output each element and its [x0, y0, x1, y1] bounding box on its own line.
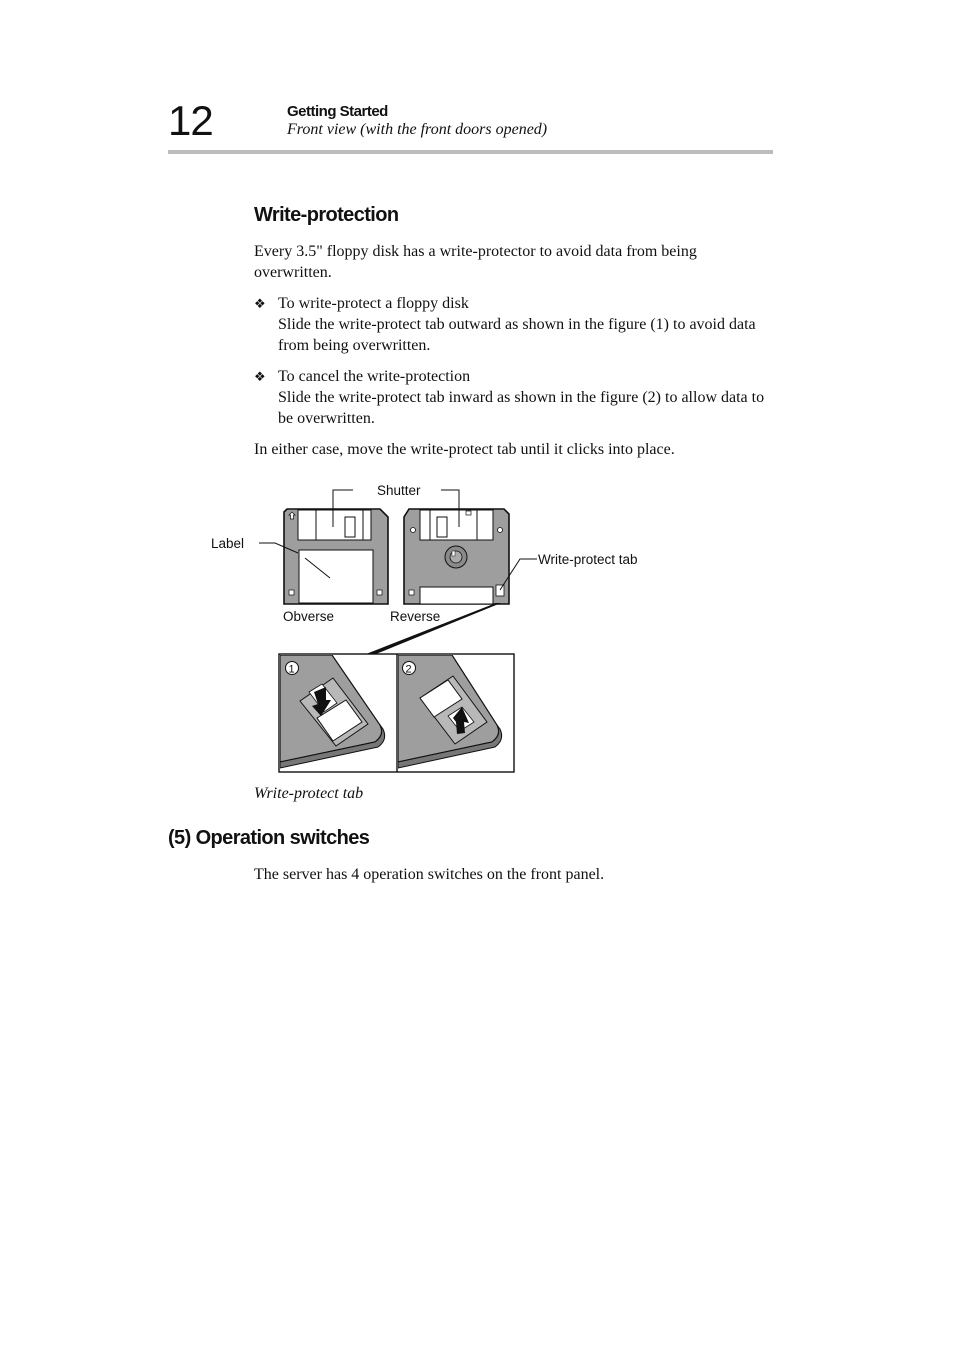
- closing-paragraph: In either case, move the write-protect tab until it clicks into place.: [254, 441, 675, 458]
- label-reverse: Reverse: [390, 609, 441, 624]
- intro-line-2: overwritten.: [254, 264, 332, 281]
- header-section-title: Getting Started: [287, 103, 388, 120]
- label-write-protect-tab: Write-protect tab: [538, 552, 638, 567]
- operation-switches-heading: (5) Operation switches: [168, 827, 370, 849]
- floppy-obverse-illustration: [284, 509, 388, 604]
- bullet-icon: ❖: [254, 296, 266, 311]
- label-shutter: Shutter: [377, 483, 421, 498]
- bullet1-line-1: To write-protect a floppy disk: [278, 295, 469, 312]
- floppy-reverse-illustration: [404, 509, 509, 604]
- intro-line-1: Every 3.5" floppy disk has a write-protector to avoid data from being: [254, 243, 697, 260]
- operation-switches-text: The server has 4 operation switches on the front panel.: [254, 866, 605, 883]
- write-protection-heading: Write-protection: [254, 204, 399, 226]
- bullet2-line-2: Slide the write-protect tab inward as shown in the figure (2) to allow data to: [278, 389, 765, 406]
- bullet2-line-3: be overwritten.: [278, 410, 375, 427]
- figure-number-1: 1: [288, 663, 295, 676]
- bullet-icon: ❖: [254, 369, 266, 384]
- header-subtitle: Front view (with the front doors opened): [287, 121, 548, 138]
- page-number: 12: [168, 97, 213, 144]
- label-obverse: Obverse: [283, 609, 335, 624]
- zoom-inset: [279, 654, 520, 772]
- figure-number-2: 2: [405, 663, 412, 676]
- bullet2-line-1: To cancel the write-protection: [278, 368, 471, 385]
- figure-caption: Write-protect tab: [254, 785, 364, 802]
- bullet1-line-2: Slide the write-protect tab outward as shown in the figure (1) to avoid data: [278, 316, 756, 333]
- label-label: Label: [211, 536, 245, 551]
- bullet1-line-3: from being overwritten.: [278, 337, 431, 354]
